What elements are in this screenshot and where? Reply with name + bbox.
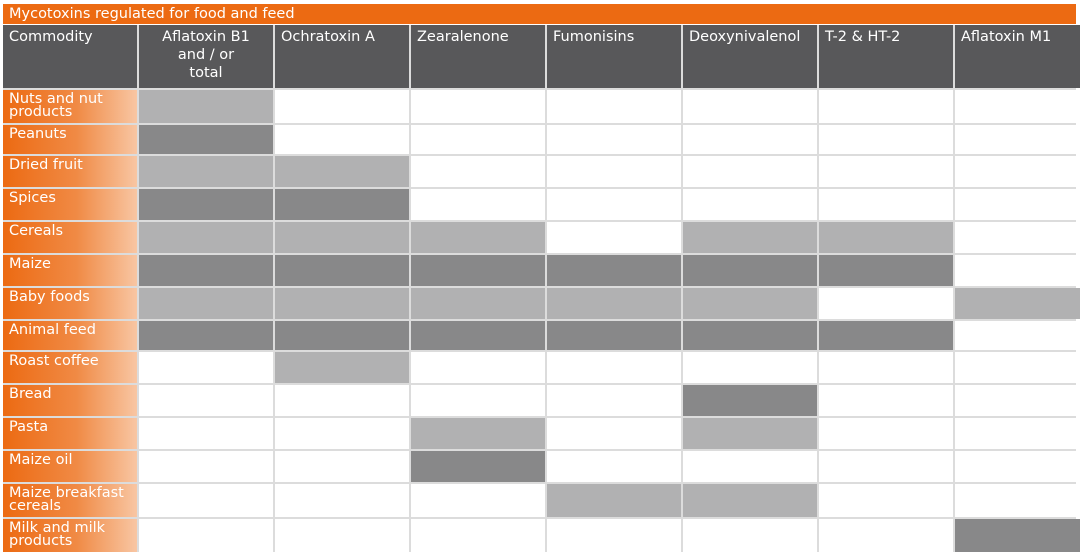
row-label: Cereals <box>3 222 137 253</box>
empty-cell <box>683 156 817 187</box>
row-label: Dried fruit <box>3 156 137 187</box>
row-label: Animal feed <box>3 321 137 350</box>
empty-cell <box>955 90 1080 123</box>
row-label: Spices <box>3 189 137 220</box>
regulated-cell <box>683 288 817 319</box>
regulated-cell <box>139 189 273 220</box>
row-label: Maize <box>3 255 137 286</box>
empty-cell <box>411 189 545 220</box>
empty-cell <box>139 352 273 383</box>
empty-cell <box>411 352 545 383</box>
column-header: Fumonisins <box>547 25 681 88</box>
row-label: Pasta <box>3 418 137 449</box>
empty-cell <box>547 352 681 383</box>
empty-cell <box>819 125 953 154</box>
empty-cell <box>547 451 681 482</box>
empty-cell <box>411 484 545 517</box>
regulated-cell <box>955 288 1080 319</box>
column-header: Aflatoxin B1 and / or total <box>139 25 273 88</box>
empty-cell <box>683 189 817 220</box>
empty-cell <box>955 321 1080 350</box>
empty-cell <box>819 189 953 220</box>
regulated-cell <box>139 125 273 154</box>
empty-cell <box>819 385 953 416</box>
table-title: Mycotoxins regulated for food and feed <box>3 4 1076 24</box>
regulated-cell <box>547 484 681 517</box>
empty-cell <box>547 418 681 449</box>
regulated-cell <box>275 189 409 220</box>
empty-cell <box>683 125 817 154</box>
empty-cell <box>411 125 545 154</box>
regulated-cell <box>547 255 681 286</box>
regulated-cell <box>819 255 953 286</box>
empty-cell <box>955 385 1080 416</box>
regulated-cell <box>275 255 409 286</box>
empty-cell <box>955 418 1080 449</box>
column-header: Commodity <box>3 25 137 88</box>
empty-cell <box>955 484 1080 517</box>
regulated-cell <box>819 321 953 350</box>
column-header: Ochratoxin A <box>275 25 409 88</box>
empty-cell <box>139 418 273 449</box>
empty-cell <box>819 418 953 449</box>
regulated-cell <box>683 484 817 517</box>
empty-cell <box>139 385 273 416</box>
empty-cell <box>955 189 1080 220</box>
empty-cell <box>139 484 273 517</box>
row-label: Maize breakfast cereals <box>3 484 137 517</box>
empty-cell <box>411 385 545 416</box>
empty-cell <box>411 90 545 123</box>
empty-cell <box>547 385 681 416</box>
regulated-cell <box>547 321 681 350</box>
column-header: Deoxynivalenol <box>683 25 817 88</box>
regulated-cell <box>139 222 273 253</box>
empty-cell <box>819 352 953 383</box>
empty-cell <box>819 451 953 482</box>
row-label: Bread <box>3 385 137 416</box>
regulated-cell <box>819 222 953 253</box>
regulated-cell <box>139 321 273 350</box>
regulated-cell <box>683 418 817 449</box>
empty-cell <box>547 125 681 154</box>
row-label: Milk and milk products <box>3 519 137 552</box>
empty-cell <box>275 484 409 517</box>
empty-cell <box>955 156 1080 187</box>
empty-cell <box>819 288 953 319</box>
row-label: Baby foods <box>3 288 137 319</box>
empty-cell <box>955 352 1080 383</box>
regulated-cell <box>683 385 817 416</box>
empty-cell <box>819 90 953 123</box>
empty-cell <box>275 90 409 123</box>
regulated-cell <box>139 255 273 286</box>
regulated-cell <box>683 222 817 253</box>
empty-cell <box>275 125 409 154</box>
empty-cell <box>683 451 817 482</box>
regulated-cell <box>139 288 273 319</box>
regulated-cell <box>547 288 681 319</box>
regulated-cell <box>411 255 545 286</box>
empty-cell <box>139 451 273 482</box>
empty-cell <box>547 156 681 187</box>
empty-cell <box>275 385 409 416</box>
regulated-cell <box>411 222 545 253</box>
empty-cell <box>547 222 681 253</box>
regulated-cell <box>139 156 273 187</box>
regulated-cell <box>139 90 273 123</box>
empty-cell <box>683 352 817 383</box>
regulated-cell <box>411 418 545 449</box>
column-header: T-2 & HT-2 <box>819 25 953 88</box>
row-label: Nuts and nut products <box>3 90 137 123</box>
empty-cell <box>683 90 817 123</box>
empty-cell <box>955 255 1080 286</box>
empty-cell <box>275 451 409 482</box>
regulated-cell <box>275 321 409 350</box>
empty-cell <box>955 222 1080 253</box>
row-label: Roast coffee <box>3 352 137 383</box>
empty-cell <box>275 418 409 449</box>
regulated-cell <box>275 156 409 187</box>
regulation-table <box>3 25 1076 552</box>
regulated-cell <box>275 222 409 253</box>
regulated-cell <box>411 288 545 319</box>
regulated-cell <box>411 451 545 482</box>
regulated-cell <box>275 288 409 319</box>
empty-cell <box>955 125 1080 154</box>
regulated-cell <box>275 352 409 383</box>
empty-cell <box>547 189 681 220</box>
empty-cell <box>819 484 953 517</box>
column-header: Zearalenone <box>411 25 545 88</box>
empty-cell <box>819 156 953 187</box>
empty-cell <box>547 90 681 123</box>
row-label: Maize oil <box>3 451 137 482</box>
empty-cell <box>955 451 1080 482</box>
regulated-cell <box>411 321 545 350</box>
column-header: Aflatoxin M1 <box>955 25 1080 88</box>
regulated-cell <box>683 255 817 286</box>
empty-cell <box>411 156 545 187</box>
row-label: Peanuts <box>3 125 137 154</box>
regulated-cell <box>683 321 817 350</box>
